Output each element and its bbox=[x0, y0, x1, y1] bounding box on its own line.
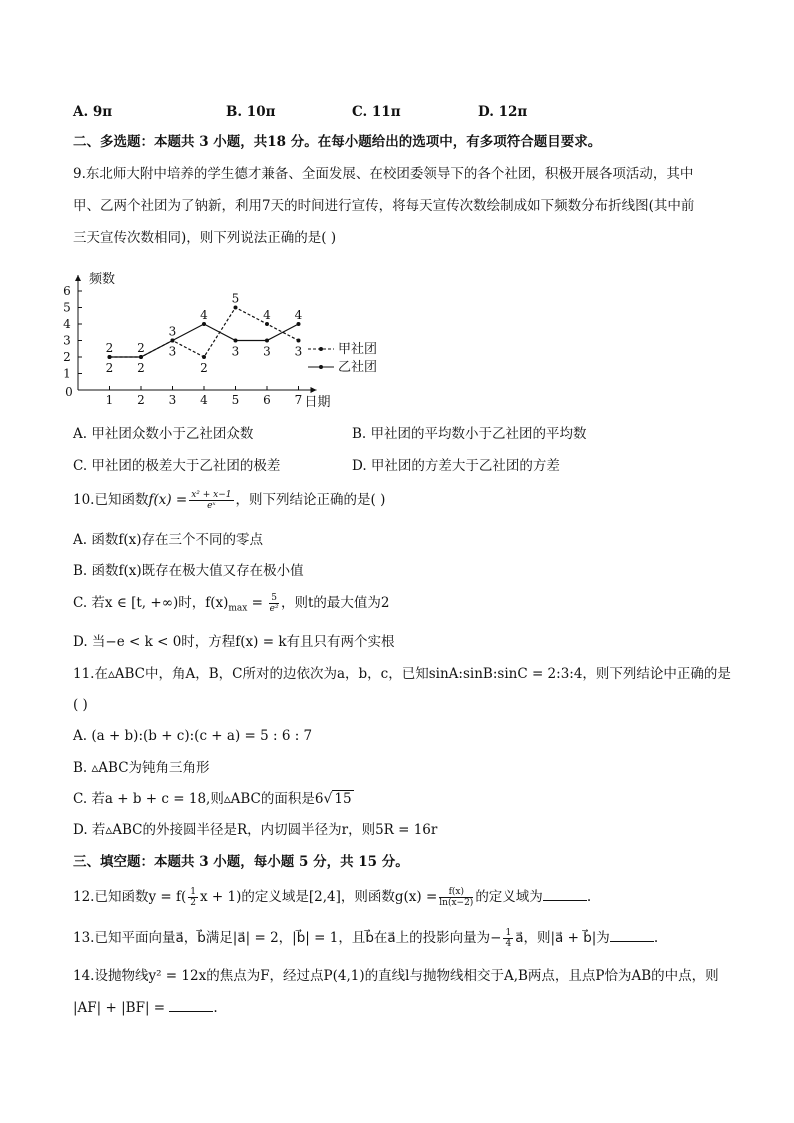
x-tick-label: 4 bbox=[200, 393, 208, 407]
q8-option-b: B. 10π bbox=[226, 104, 276, 120]
q13-stem bbox=[73, 928, 658, 949]
q12-half-den: 2 bbox=[190, 898, 196, 908]
q10-option-c-post: ，则t的最大值为2 bbox=[281, 595, 390, 611]
q11-option-a: A. (a + b):(b + c):(c + a) = 5 : 6 : 7 bbox=[73, 728, 313, 744]
q10-option-c bbox=[73, 593, 390, 619]
series-yi-label: 3 bbox=[168, 344, 177, 359]
q14-line2-text: |AF| + |BF| = bbox=[73, 1000, 166, 1016]
q12-stem bbox=[73, 887, 591, 908]
q12-post: 的定义域为 bbox=[475, 889, 543, 905]
series-yi-label: 2 bbox=[137, 361, 145, 375]
series-jia-point bbox=[234, 306, 238, 310]
y-tick-label: 6 bbox=[63, 284, 71, 298]
x-tick-label: 1 bbox=[105, 393, 114, 407]
y-tick-label: 5 bbox=[63, 300, 71, 315]
y-tick-label: 3 bbox=[63, 333, 71, 348]
y-tick-label: 4 bbox=[63, 317, 71, 331]
q10-option-d: D. 当−e < k < 0时，方程f(x) = k有且只有两个实根 bbox=[73, 634, 395, 650]
q10-option-a: A. 函数f(x)存在三个不同的零点 bbox=[73, 532, 263, 548]
series-yi-point bbox=[265, 339, 269, 343]
q11-option-c-sqrt: 15 bbox=[334, 791, 352, 807]
section-heading-fill-blank: 三、填空题：本题共 3 小题，每小题 5 分，共 15 分。 bbox=[73, 854, 409, 870]
q9-option-d: D. 甲社团的方差大于乙社团的方差 bbox=[352, 458, 560, 474]
x-axis-label: 日期 bbox=[304, 395, 331, 408]
q9-stem-line-2: 甲、乙两个社团为了钠新，利用7天的时间进行宣传，将每天宣传次数绘制成如下频数分布折线图(其中前 bbox=[73, 198, 695, 214]
q9-stem-line-3: 三天宣传次数相同)，则下列说法正确的是( ) bbox=[73, 230, 337, 246]
q9-option-a: A. 甲社团众数小于乙社团众数 bbox=[73, 426, 254, 442]
q12-g-fraction bbox=[439, 887, 473, 908]
series-yi-label: 3 bbox=[263, 344, 271, 359]
q14-end: . bbox=[213, 1000, 218, 1016]
q11-option-d: D. 若▵ABC的外接圆半径是R，内切圆半径为r，则5R = 16r bbox=[73, 822, 438, 838]
q10-fraction bbox=[189, 490, 233, 511]
series-jia-label: 4 bbox=[263, 308, 271, 322]
q11-stem-line-2: ( ) bbox=[73, 697, 88, 713]
x-tick-label: 6 bbox=[263, 393, 271, 407]
q11-option-b: B. ▵ABC为钝角三角形 bbox=[73, 760, 210, 776]
q10-option-c-fraction bbox=[269, 593, 279, 614]
q12-g-num: f(x) bbox=[439, 887, 473, 898]
q10-option-b: B. 函数f(x)既存在极大值又存在极小值 bbox=[73, 563, 304, 579]
q14-answer-blank[interactable] bbox=[169, 999, 213, 1012]
series-jia-point bbox=[297, 339, 301, 343]
q10-denominator: eˣ bbox=[207, 501, 216, 511]
legend-jia-label: 甲社团 bbox=[338, 342, 378, 357]
q10-option-c-num: 5 bbox=[271, 593, 277, 603]
series-yi-point bbox=[202, 322, 206, 326]
series-jia-label: 3 bbox=[168, 324, 177, 339]
q10-stem-post: ，则下列结论正确的是( ) bbox=[235, 492, 386, 508]
q10-option-c-den: e² bbox=[269, 604, 279, 614]
legend-yi-marker bbox=[319, 365, 323, 369]
q9-option-b: B. 甲社团的平均数小于乙社团的平均数 bbox=[352, 426, 587, 442]
x-tick-label: 5 bbox=[231, 393, 240, 407]
series-jia-label: 3 bbox=[294, 344, 303, 359]
q13-num: 1 bbox=[505, 928, 512, 938]
q9-stem-line-1: 9.东北师大附中培养的学生德才兼备、全面发展、在校团委领导下的各个社团，积极开展各项活动，其中 bbox=[73, 166, 694, 182]
section-heading-multi-choice: 二、多选题：本题共 3 小题，共18 分。在每小题给出的选项中，有多项符合题目要求。 bbox=[73, 134, 602, 150]
q10-option-c-sub: max bbox=[228, 603, 248, 614]
q12-pre: 12.已知函数y = f( bbox=[73, 889, 187, 905]
q12-g-den: ln(x−2) bbox=[439, 898, 474, 908]
q8-option-c: C. 11π bbox=[352, 104, 401, 120]
x-tick-label: 3 bbox=[168, 393, 177, 407]
legend-yi-label: 乙社团 bbox=[338, 360, 378, 375]
q12-half-num: 1 bbox=[190, 887, 196, 897]
q10-option-c-pre: C. 若x ∈ [t, +∞)时，f(x) bbox=[73, 595, 229, 611]
x-tick-label: 7 bbox=[294, 393, 303, 407]
q12-end: . bbox=[586, 889, 592, 905]
q14-stem-line-1: 14.设抛物线y² = 12x的焦点为F，经过点P(4,1)的直线l与抛物线相交于A,B两点，且点P恰为AB的中点，则 bbox=[73, 968, 719, 984]
series-jia-point bbox=[265, 322, 269, 326]
q13-fraction bbox=[503, 928, 513, 949]
q9-option-c: C. 甲社团的极差大于乙社团的极差 bbox=[73, 458, 281, 474]
series-jia-label: 2 bbox=[200, 361, 208, 375]
series-yi-label: 2 bbox=[105, 361, 114, 375]
series-yi-point bbox=[139, 355, 143, 359]
q8-option-a: A. 9π bbox=[73, 104, 113, 120]
series-yi-point bbox=[171, 339, 175, 343]
q12-answer-blank[interactable] bbox=[543, 888, 587, 901]
legend-jia-marker bbox=[319, 347, 323, 351]
q10-option-c-eq: = bbox=[247, 595, 268, 611]
series-yi-label: 4 bbox=[294, 308, 303, 322]
y-tick-label: 1 bbox=[63, 366, 71, 381]
series-jia-label: 5 bbox=[231, 291, 240, 306]
series-jia-point bbox=[202, 355, 206, 359]
series-yi-point bbox=[297, 322, 301, 326]
x-axis-arrow bbox=[311, 387, 317, 393]
series-yi-point bbox=[234, 339, 238, 343]
q13-den: 4 bbox=[505, 939, 512, 949]
q8-option-d: D. 12π bbox=[478, 104, 528, 120]
q10-fx: f(x) = bbox=[148, 492, 188, 508]
series-jia-label: 2 bbox=[137, 341, 145, 355]
x-tick-label: 2 bbox=[137, 393, 145, 407]
series-yi-point bbox=[108, 355, 112, 359]
q12-mid: x + 1)的定义域是[2,4]，则函数g(x) = bbox=[200, 889, 438, 905]
q13-end: . bbox=[653, 930, 659, 946]
q9-line-chart bbox=[60, 258, 400, 408]
q13-post: a⃗，则|a⃗ + b⃗|为 bbox=[515, 930, 610, 946]
q10-stem-pre: 10.已知函数 bbox=[73, 492, 149, 508]
q11-option-c: C. 若a + b + c = 18,则▵ABC的面积是6√ 15 bbox=[73, 791, 352, 807]
y-tick-label: 2 bbox=[63, 350, 71, 364]
q11-option-c-pre: C. 若a + b + c = 18,则▵ABC的面积是6 bbox=[73, 791, 324, 807]
y-tick-label: 0 bbox=[65, 385, 73, 399]
series-jia-label: 2 bbox=[105, 341, 114, 355]
q10-numerator: x² + x−1 bbox=[191, 490, 232, 500]
series-yi-label: 4 bbox=[200, 308, 208, 322]
y-axis-arrow bbox=[75, 275, 81, 281]
q13-pre: 13.已知平面向量a⃗，b⃗满足|a⃗| = 2，|b⃗| = 1，且b⃗在a⃗上的投影向量为− bbox=[73, 930, 502, 946]
q10-stem bbox=[73, 490, 385, 511]
q12-half-fraction bbox=[188, 887, 198, 908]
y-axis-label: 频数 bbox=[89, 272, 116, 287]
series-yi-label: 3 bbox=[231, 344, 240, 359]
q13-answer-blank[interactable] bbox=[610, 929, 654, 942]
q11-stem-line-1: 11.在▵ABC中，角A，B，C所对的边依次为a，b，c，已知sinA:sinB:sinC = 2:3:4，则下列结论中正确的是 bbox=[73, 666, 731, 682]
q14-stem-line-2 bbox=[73, 998, 218, 1018]
